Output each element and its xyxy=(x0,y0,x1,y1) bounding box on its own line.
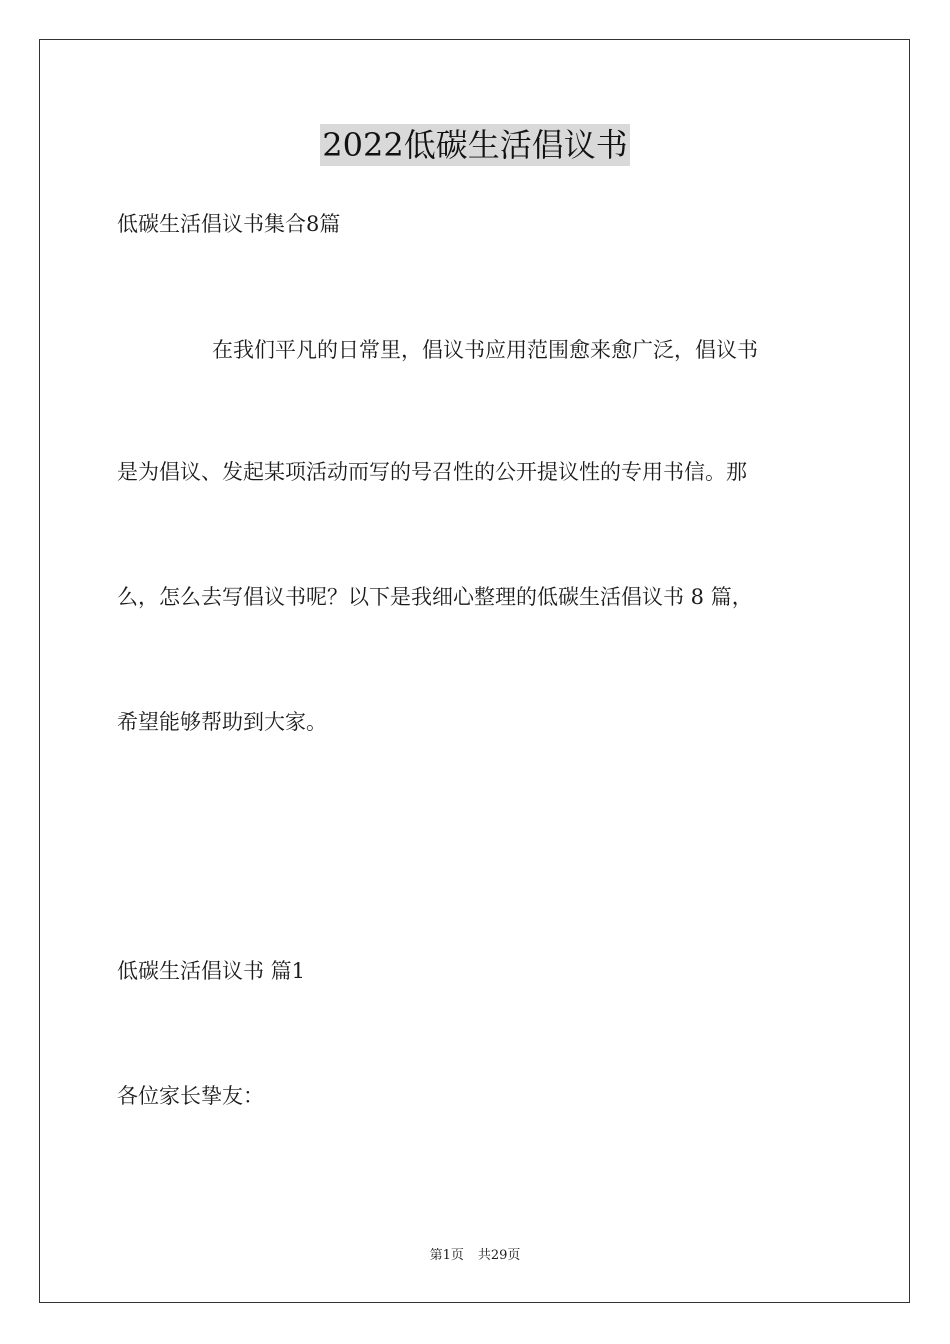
intro-line-3: 么，怎么去写倡议书呢？以下是我细心整理的低碳生活倡议书 8 篇， xyxy=(117,585,753,609)
page-number: 第1页 xyxy=(429,1248,464,1263)
document-subtitle: 低碳生活倡议书集合8篇 xyxy=(117,212,341,236)
intro-line-1: 在我们平凡的日常里，倡议书应用范围愈来愈广泛，倡议书 xyxy=(212,338,758,362)
page-footer xyxy=(0,1247,950,1265)
intro-line-2: 是为倡议、发起某项活动而写的号召性的公开提议性的专用书信。那 xyxy=(117,460,747,484)
section-heading: 低碳生活倡议书 篇1 xyxy=(117,959,306,983)
intro-line-4: 希望能够帮助到大家。 xyxy=(117,710,327,734)
document-title: 2022低碳生活倡议书 xyxy=(322,126,628,164)
salutation: 各位家长挚友： xyxy=(117,1084,264,1108)
total-pages: 共29页 xyxy=(477,1248,521,1263)
title-container xyxy=(0,124,950,166)
